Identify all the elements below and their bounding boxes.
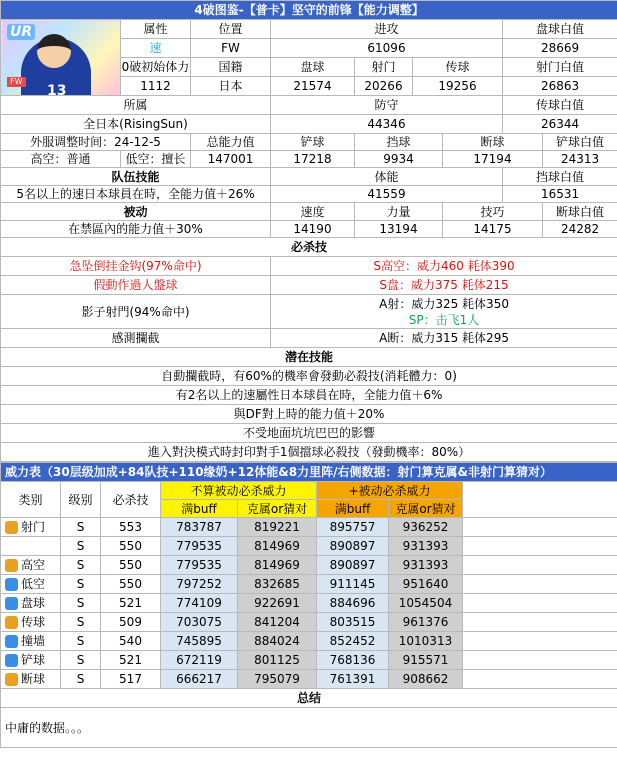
h-block: 挡球 bbox=[355, 134, 443, 151]
power-skill: 521 bbox=[101, 651, 161, 670]
block-value: 9934 bbox=[355, 151, 443, 168]
h-intercept-white: 断球白值 bbox=[543, 203, 617, 221]
pass-white-value: 26344 bbox=[503, 115, 617, 134]
skill-type-icon bbox=[5, 597, 18, 610]
power-counter: 819221 bbox=[238, 518, 317, 537]
power-type-cell bbox=[1, 575, 61, 594]
power-row bbox=[1, 556, 617, 575]
power-full-buff: 672119 bbox=[161, 651, 238, 670]
power-counter-passive: 908662 bbox=[389, 670, 463, 689]
power-level: S bbox=[61, 651, 101, 670]
power-level: S bbox=[61, 518, 101, 537]
h-tackle: 铲球 bbox=[271, 134, 355, 151]
latent-header: 潜在技能 bbox=[1, 348, 617, 367]
power-skill: 517 bbox=[101, 670, 161, 689]
speed-value: 14190 bbox=[271, 221, 355, 238]
h-shoot-white: 射门白值 bbox=[503, 58, 617, 77]
tackle-white-value: 24313 bbox=[543, 151, 617, 168]
power-counter: 795079 bbox=[238, 670, 317, 689]
skill-type-icon bbox=[5, 521, 18, 534]
power-row bbox=[1, 594, 617, 613]
dribble-value: 21574 bbox=[271, 77, 355, 96]
power-skill: 550 bbox=[101, 537, 161, 556]
power-level: S bbox=[61, 594, 101, 613]
blank-cell bbox=[463, 651, 617, 670]
skill-type-icon bbox=[5, 654, 18, 667]
latent-item: 與DF對上時的能力值＋20% bbox=[1, 405, 617, 424]
power-full-buff-passive: 768136 bbox=[317, 651, 389, 670]
h-pos: 位置 bbox=[191, 20, 271, 39]
h-counter-passive: 克属or猜对 bbox=[389, 500, 463, 518]
power-skill: 509 bbox=[101, 613, 161, 632]
card-portrait bbox=[1, 20, 121, 96]
power-full-buff: 779535 bbox=[161, 537, 238, 556]
power-row bbox=[1, 575, 617, 594]
power-row bbox=[1, 651, 617, 670]
blank-cell bbox=[463, 594, 617, 613]
shoot-value: 20266 bbox=[355, 77, 413, 96]
power-header: 威力表（30层级加成+84队技+110缘奶+12体能&8力里阵/右侧数据：射门算克属&非射门算猜对） bbox=[1, 463, 617, 482]
power-full-buff: 774109 bbox=[161, 594, 238, 613]
skill-desc: A断：威力315 耗体295 bbox=[271, 329, 617, 348]
h-level: 级别 bbox=[61, 482, 101, 518]
h-passive: 被动 bbox=[1, 203, 271, 221]
skill-name: 感測攔截 bbox=[1, 329, 271, 348]
power-skill: 540 bbox=[101, 632, 161, 651]
power-counter-passive: 961376 bbox=[389, 613, 463, 632]
power-full-buff-passive: 895757 bbox=[317, 518, 389, 537]
power-type: 高空 bbox=[21, 557, 46, 572]
skill-desc: A射：威力325 耗体350 bbox=[379, 296, 509, 311]
power-level: S bbox=[61, 632, 101, 651]
power-full-buff: 666217 bbox=[161, 670, 238, 689]
block-white-value: 16531 bbox=[503, 186, 617, 203]
power-level: S bbox=[61, 613, 101, 632]
h-tackle-white: 铲球白值 bbox=[543, 134, 617, 151]
skill-name: 急坠倒挂金钩(97%命中) bbox=[1, 257, 271, 276]
skill-name: 影子射門(94%命中) bbox=[1, 295, 271, 329]
power-full-buff: 783787 bbox=[161, 518, 238, 537]
summary-header: 总结 bbox=[1, 689, 617, 708]
h-full-buff: 满buff bbox=[161, 500, 238, 518]
skill-name: 假動作過人盤球 bbox=[1, 276, 271, 295]
power-table bbox=[0, 462, 617, 748]
h-intercept: 断球 bbox=[443, 134, 543, 151]
power-full-buff: 779535 bbox=[161, 556, 238, 575]
power-full-buff-passive: 803515 bbox=[317, 613, 389, 632]
power-type: 盘球 bbox=[21, 595, 46, 610]
h-team-skill: 队伍技能 bbox=[1, 168, 271, 186]
power-level: S bbox=[61, 575, 101, 594]
power-type-cell bbox=[1, 613, 61, 632]
latent-item: 有2名以上的速屬性日本球員在時，全能力值＋6% bbox=[1, 386, 617, 405]
h-pass: 传球 bbox=[413, 58, 503, 77]
belong-value: 全日本(RisingSun) bbox=[1, 115, 271, 134]
power-type-cell bbox=[1, 632, 61, 651]
power-type-cell bbox=[1, 670, 61, 689]
defense-value: 44346 bbox=[271, 115, 503, 134]
blank-cell bbox=[463, 575, 617, 594]
skill-type-icon bbox=[5, 673, 18, 686]
h-stamina: 0破初始体力 bbox=[121, 58, 191, 77]
power-full-buff-passive: 890897 bbox=[317, 556, 389, 575]
jersey-number: 13 bbox=[47, 83, 67, 96]
summary-text: 中庸的数据。。。 bbox=[1, 708, 617, 748]
player-face bbox=[37, 34, 71, 68]
h-full-buff-passive: 满buff bbox=[317, 500, 389, 518]
power-type: 低空 bbox=[21, 576, 46, 591]
power-type-cell bbox=[1, 556, 61, 575]
skill-type-icon bbox=[5, 578, 18, 591]
power-counter: 922691 bbox=[238, 594, 317, 613]
h-dribble-white: 盘球白值 bbox=[503, 20, 617, 39]
skill-type-icon bbox=[5, 635, 18, 648]
h-defense: 防守 bbox=[271, 96, 503, 115]
h-type: 类别 bbox=[1, 482, 61, 518]
blank-cell bbox=[463, 613, 617, 632]
power-full-buff-passive: 890897 bbox=[317, 537, 389, 556]
power-row bbox=[1, 670, 617, 689]
power-counter-passive: 1054504 bbox=[389, 594, 463, 613]
tech-value: 14175 bbox=[443, 221, 543, 238]
page-title: 4破图鉴-【普卡】坚守的前锋【能力调整】 bbox=[1, 1, 617, 20]
power-counter: 841204 bbox=[238, 613, 317, 632]
h-belong: 所属 bbox=[1, 96, 271, 115]
power-row bbox=[1, 537, 617, 556]
latent-item: 不受地面坑坑巴巴的影響 bbox=[1, 424, 617, 443]
low-rating: 低空：擅长 bbox=[121, 151, 191, 168]
blank-cell bbox=[463, 482, 617, 518]
power-row bbox=[1, 613, 617, 632]
h-shoot: 射门 bbox=[355, 58, 413, 77]
h-block-white: 挡球白值 bbox=[503, 168, 617, 186]
blank-cell bbox=[463, 632, 617, 651]
h-counter: 克属or猜对 bbox=[238, 500, 317, 518]
h-skill: 必杀技 bbox=[101, 482, 161, 518]
h-physical: 体能 bbox=[271, 168, 503, 186]
skills-header: 必杀技 bbox=[1, 238, 617, 257]
blank-cell bbox=[463, 556, 617, 575]
attack-value: 61096 bbox=[271, 39, 503, 58]
skill-desc: S高空：威力460 耗体390 bbox=[271, 257, 617, 276]
latent-item: 進入對決模式時封印對手1個擋球必殺技（發動機率：80%） bbox=[1, 443, 617, 462]
power-type-cell bbox=[1, 537, 61, 556]
h-no-passive: 不算被动必杀威力 bbox=[161, 482, 317, 500]
power-type: 传球 bbox=[21, 614, 46, 629]
attr-value: 速 bbox=[121, 39, 191, 58]
adjust-date: 外服调整时间：24-12-5 bbox=[1, 134, 191, 151]
power-type: 射门 bbox=[21, 519, 46, 534]
power-counter: 814969 bbox=[238, 556, 317, 575]
power-counter: 884024 bbox=[238, 632, 317, 651]
power-skill: 521 bbox=[101, 594, 161, 613]
power-row bbox=[1, 632, 617, 651]
air-rating: 高空：普通 bbox=[1, 151, 121, 168]
power-skill: 550 bbox=[101, 575, 161, 594]
blank-cell bbox=[463, 537, 617, 556]
blank-cell bbox=[463, 670, 617, 689]
power-skill: 553 bbox=[101, 518, 161, 537]
power-full-buff: 797252 bbox=[161, 575, 238, 594]
power-counter-passive: 1010313 bbox=[389, 632, 463, 651]
power-level: S bbox=[61, 670, 101, 689]
power-full-buff-passive: 852452 bbox=[317, 632, 389, 651]
dribble-white-value: 28669 bbox=[503, 39, 617, 58]
power-counter: 832685 bbox=[238, 575, 317, 594]
h-speed: 速度 bbox=[271, 203, 355, 221]
power-full-buff-passive: 761391 bbox=[317, 670, 389, 689]
shoot-white-value: 26863 bbox=[503, 77, 617, 96]
power-counter-passive: 931393 bbox=[389, 537, 463, 556]
power-full-buff: 703075 bbox=[161, 613, 238, 632]
nation-value: 日本 bbox=[191, 77, 271, 96]
tackle-value: 17218 bbox=[271, 151, 355, 168]
h-dribble: 盘球 bbox=[271, 58, 355, 77]
physical-value: 41559 bbox=[271, 186, 503, 203]
power-level: S bbox=[61, 556, 101, 575]
power-type: 撞墙 bbox=[21, 633, 46, 648]
power-counter: 801125 bbox=[238, 651, 317, 670]
power-skill: 550 bbox=[101, 556, 161, 575]
power-type: 断球 bbox=[21, 671, 46, 686]
h-tech: 技巧 bbox=[443, 203, 543, 221]
skill-type-icon bbox=[5, 616, 18, 629]
power-counter-passive: 915571 bbox=[389, 651, 463, 670]
h-with-passive: +被动必杀威力 bbox=[317, 482, 463, 500]
power-type-cell bbox=[1, 651, 61, 670]
rarity-badge: UR bbox=[7, 24, 35, 40]
power-full-buff-passive: 884696 bbox=[317, 594, 389, 613]
passive-skill: 在禁區內的能力值＋30% bbox=[1, 221, 271, 238]
h-attr: 属性 bbox=[121, 20, 191, 39]
power-type: 铲球 bbox=[21, 652, 46, 667]
intercept-white-value: 24282 bbox=[543, 221, 617, 238]
latent-item: 自動攔截時，有60%的機率會發動必殺技(消耗體力：0) bbox=[1, 367, 617, 386]
power-full-buff: 745895 bbox=[161, 632, 238, 651]
h-nation: 国籍 bbox=[191, 58, 271, 77]
power-counter-passive: 951640 bbox=[389, 575, 463, 594]
power-full-buff-passive: 911145 bbox=[317, 575, 389, 594]
power-level: S bbox=[61, 537, 101, 556]
power-counter-passive: 931393 bbox=[389, 556, 463, 575]
power-counter-passive: 936252 bbox=[389, 518, 463, 537]
h-power: 力量 bbox=[355, 203, 443, 221]
power-value: 13194 bbox=[355, 221, 443, 238]
team-skill: 5名以上的速日本球員在時，全能力值＋26% bbox=[1, 186, 271, 203]
pass-value: 19256 bbox=[413, 77, 503, 96]
skill-desc-block bbox=[271, 295, 617, 329]
h-total: 总能力值 bbox=[191, 134, 271, 151]
total-value: 147001 bbox=[191, 151, 271, 168]
h-pass-white: 传球白值 bbox=[503, 96, 617, 115]
power-type-cell bbox=[1, 518, 61, 537]
stamina-value: 1112 bbox=[121, 77, 191, 96]
h-attack: 进攻 bbox=[271, 20, 503, 39]
skill-desc: S盘：威力375 耗体215 bbox=[271, 276, 617, 295]
skill-type-icon bbox=[5, 559, 18, 572]
position-tag: FW bbox=[7, 77, 26, 87]
power-row bbox=[1, 518, 617, 537]
skill-extra: SP：击飞1人 bbox=[408, 312, 480, 327]
pos-value: FW bbox=[191, 39, 271, 58]
blank-cell bbox=[463, 518, 617, 537]
power-counter: 814969 bbox=[238, 537, 317, 556]
intercept-value: 17194 bbox=[443, 151, 543, 168]
power-type-cell bbox=[1, 594, 61, 613]
